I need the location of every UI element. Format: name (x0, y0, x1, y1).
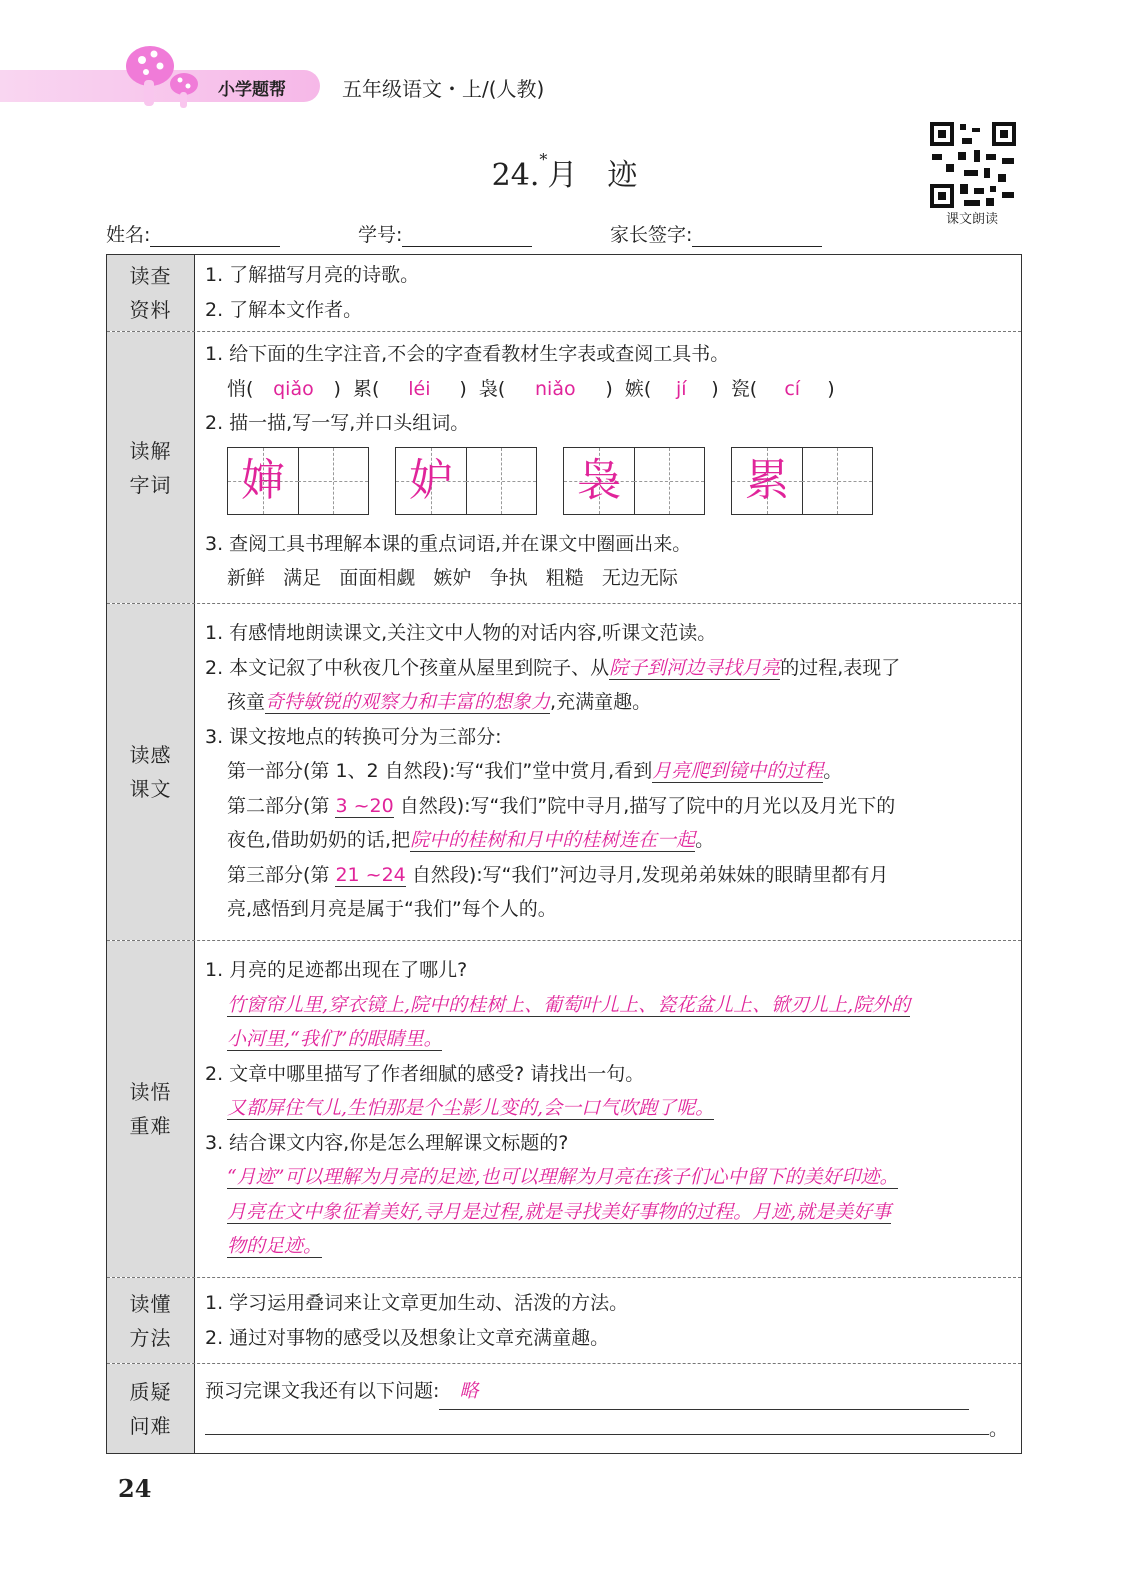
char-box[interactable] (731, 447, 873, 515)
parent-blank[interactable] (692, 228, 822, 247)
worksheet-table (106, 254, 1022, 1454)
answer-fill: 院子到河边寻找月亮 (609, 656, 781, 679)
list-item: 1. 学习运用叠词来让文章更加生动、活泼的方法。 (205, 1292, 629, 1314)
word: 面面相觑 (339, 567, 416, 589)
question: 2. 描一描,写一写,并口头组词。 (205, 412, 470, 434)
part-1: 第一部分(第 1、2 自然段):写“我们”堂中赏月,看到月亮爬到镜中的过程。 (227, 760, 843, 782)
lesson-star: * (539, 150, 548, 169)
trace-char: 妒 (409, 454, 454, 506)
word-list (205, 561, 1011, 596)
answer-line: 物的足迹。 (227, 1235, 323, 1257)
question: 3. 查阅工具书理解本课的重点词语,并在课文中圈画出来。 (205, 532, 692, 555)
word: 无边无际 (601, 567, 678, 589)
pinyin-char: 袅 (478, 377, 498, 400)
word: 新鲜 (227, 567, 266, 589)
section-method (107, 1278, 1021, 1364)
answer-fill: 奇特敏锐的观察力和丰富的想象力 (265, 691, 551, 713)
subject-title: 五年级语文・上/(人教) (342, 77, 545, 101)
pinyin-char: 瓷 (730, 377, 750, 400)
brand-name: 小学题帮 (218, 80, 286, 100)
part-2: 第二部分(第 3 ~20 自然段):写“我们”院中寻月,描写了院中的月光以及月光下的 (227, 794, 896, 817)
section-label: 读悟重难 (107, 941, 195, 1277)
pinyin-answer: léi (408, 377, 431, 400)
page-number: 24 (118, 1474, 152, 1503)
section-key-points (107, 941, 1021, 1278)
section-words (107, 332, 1021, 604)
pinyin-answer: jí (675, 377, 687, 400)
answer-line: 竹窗帘儿里,穿衣镜上,院中的桂树上、葡萄叶儿上、瓷花盆儿上、锨刃儿上,院外的 (227, 993, 911, 1016)
pinyin-answer: niǎo (535, 377, 576, 400)
section-label: 读查资料 (107, 255, 195, 331)
answer-fill: 月亮爬到镜中的过程 (652, 760, 824, 782)
pinyin-char: 累 (352, 377, 372, 400)
section-reference (107, 255, 1021, 332)
section-label: 读懂方法 (107, 1278, 195, 1363)
mushroom-logo (120, 42, 200, 112)
pinyin-answer: cí (784, 377, 801, 400)
list-item: 孩童奇特敏锐的观察力和丰富的想象力,充满童趣。 (227, 691, 652, 713)
answer-line: 月亮在文中象征着美好,寻月是过程,就是寻找美好事物的过程。月迹,就是美好事 (227, 1200, 892, 1223)
list-item: 2. 本文记叙了中秋夜几个孩童从屋里到院子、从院子到河边寻找月亮的过程,表现了 (205, 656, 901, 679)
qr-code[interactable] (928, 120, 1018, 210)
parent-label: 家长签字: (610, 224, 693, 246)
lesson-number: 24. (491, 158, 540, 193)
id-label: 学号: (358, 224, 403, 246)
name-label: 姓名: (106, 224, 151, 246)
list-item: 2. 通过对事物的感受以及想象让文章充满童趣。 (205, 1326, 610, 1349)
part-3: 第三部分(第 21 ~24 自然段):写“我们”河边寻月,发现弟弟妹妹的眼睛里都有月 (227, 863, 889, 886)
part-2-cont: 夜色,借助奶奶的话,把院中的桂树和月中的桂树连在一起。 (227, 829, 715, 851)
trace-char: 婶 (241, 454, 285, 506)
pinyin-char: 嫉 (624, 377, 644, 400)
writing-grid (205, 447, 1011, 527)
name-field[interactable] (106, 220, 280, 247)
question: 2. 文章中哪里描写了作者细腻的感受? 请找出一句。 (205, 1062, 645, 1085)
answer-line: 小河里,“我们”的眼睛里。 (227, 1028, 443, 1050)
answer-line: “月迹”可以理解为月亮的足迹,也可以理解为月亮在孩子们心中留下的美好印迹。 (227, 1166, 899, 1188)
question-line-2[interactable]: 。 (205, 1410, 1011, 1447)
answer-fill: 21 ~24 (335, 863, 406, 886)
answer-fill: 3 ~20 (335, 794, 394, 817)
pinyin-char: 悄 (227, 377, 247, 400)
question-input[interactable] (439, 1374, 969, 1410)
pinyin-row: 悄( qiǎo ) 累( léi ) 袅( niǎo ) 嫉( jí ) 瓷( cí ) (205, 372, 1011, 407)
parent-field[interactable] (610, 220, 822, 247)
word: 满足 (283, 567, 322, 589)
question-prompt: 预习完课文我还有以下问题: 略 (205, 1374, 1011, 1410)
id-field[interactable] (358, 220, 532, 247)
qr-caption: 课文朗读 (945, 212, 998, 227)
list-item: 1. 了解描写月亮的诗歌。 (205, 264, 420, 286)
pinyin-answer: qiǎo (273, 377, 314, 400)
answer-fill: 院中的桂树和月中的桂树连在一起 (410, 829, 696, 851)
name-blank[interactable] (150, 228, 280, 247)
question: 1. 月亮的足迹都出现在了哪儿? (205, 959, 468, 981)
trace-char: 累 (745, 454, 790, 506)
list-item: 3. 课文按地点的转换可分为三部分: (205, 725, 502, 748)
word: 争执 (489, 567, 528, 589)
char-box[interactable] (227, 447, 369, 515)
word: 粗糙 (545, 567, 584, 589)
section-questions (107, 1364, 1021, 1453)
list-item: 2. 了解本文作者。 (205, 298, 363, 321)
question: 1. 给下面的生字注音,不会的字查看教材生字表或查阅工具书。 (205, 343, 730, 365)
char-box[interactable] (563, 447, 705, 515)
answer-fill: 略 (459, 1380, 479, 1402)
question: 3. 结合课文内容,你是怎么理解课文标题的? (205, 1131, 569, 1154)
section-label: 读解字词 (107, 332, 195, 603)
section-reading (107, 604, 1021, 941)
char-box[interactable] (395, 447, 537, 515)
id-blank[interactable] (402, 228, 532, 247)
word: 嫉妒 (433, 567, 472, 589)
part-3-cont: 亮,感悟到月亮是属于“我们”每个人的。 (227, 898, 557, 920)
lesson-name: 月 迹 (547, 158, 638, 193)
section-label: 质疑问难 (107, 1364, 195, 1453)
trace-char: 袅 (577, 454, 622, 506)
section-label: 读感课文 (107, 604, 195, 940)
list-item: 1. 有感情地朗读课文,关注文中人物的对话内容,听课文范读。 (205, 622, 717, 644)
answer-line: 又都屏住气儿,生怕那是个尘影儿变的,会一口气吹跑了呢。 (227, 1097, 715, 1119)
